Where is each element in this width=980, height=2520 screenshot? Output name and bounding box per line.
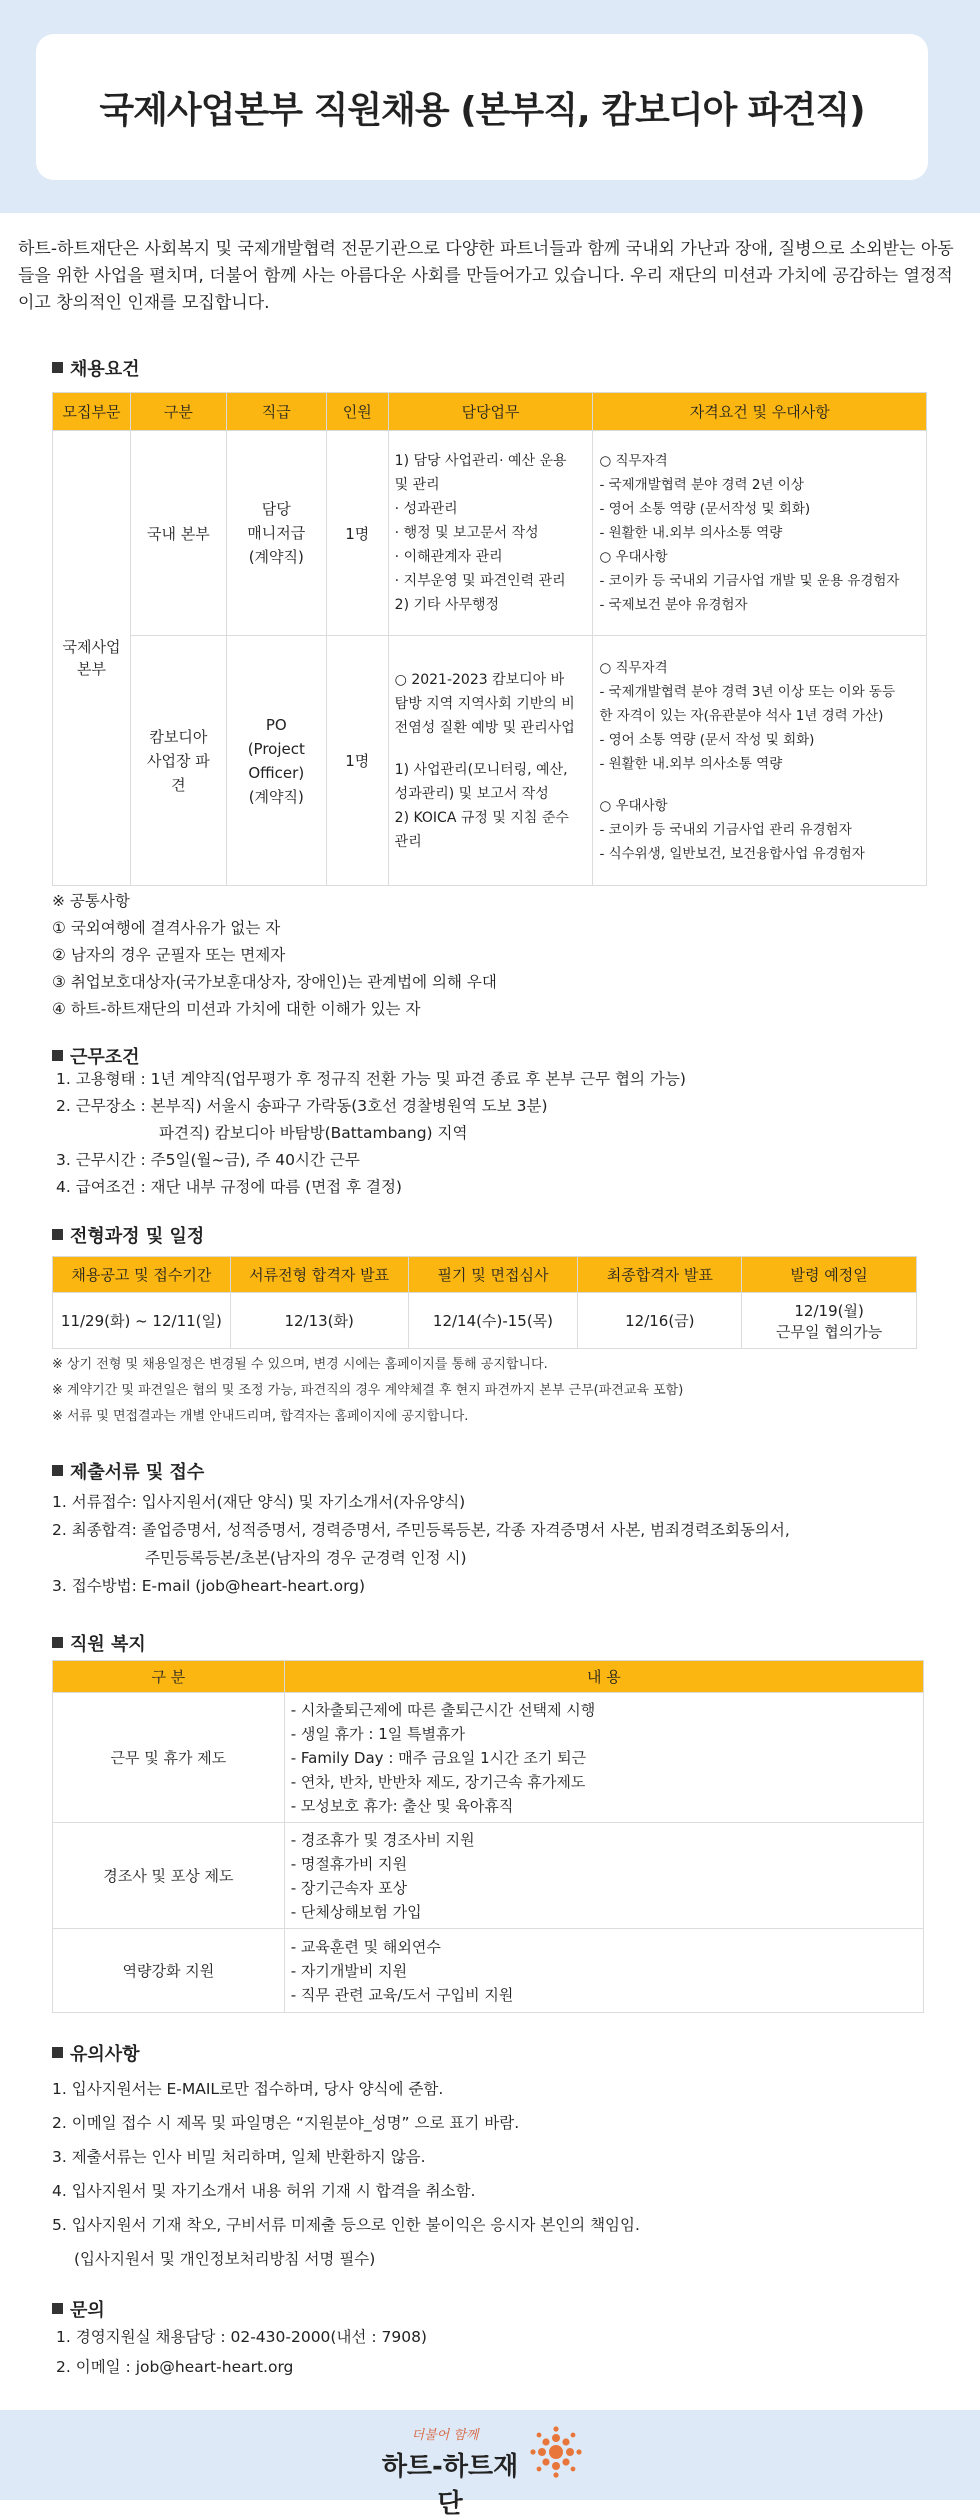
schedule-cell xyxy=(742,1293,917,1349)
spacer xyxy=(599,776,920,794)
type-text: 캄보디아 사업장 파견 xyxy=(147,727,210,794)
col-header: 필기 및 면접심사 xyxy=(408,1257,578,1293)
qual-line: ○ 직무자격 xyxy=(599,659,668,676)
welfare-item: - 단체상해보험 가입 xyxy=(290,1902,422,1921)
contact-line: 2. 이메일 : job@heart-heart.org xyxy=(56,2358,294,2376)
welfare-items xyxy=(284,1823,923,1929)
schedule-date: 12/19(월) xyxy=(794,1301,864,1320)
welfare-item: - 교육훈련 및 해외연수 xyxy=(290,1937,441,1956)
welfare-table xyxy=(52,1660,924,2013)
logo-tagline: 더불어 함께 xyxy=(411,2428,479,2443)
rank-line: (계약직) xyxy=(248,787,304,806)
note-line: 5. 입사지원서 기재 착오, 구비서류 미제출 등으로 인한 불이익은 응시자 본인의 책임임. xyxy=(52,2216,640,2234)
quals-cell xyxy=(593,431,927,636)
welfare-item: - 직무 관련 교육/도서 구입비 지원 xyxy=(290,1985,514,2004)
welfare-item: - 경조휴가 및 경조사비 지원 xyxy=(290,1830,475,1849)
col-header: 발령 예정일 xyxy=(742,1257,917,1293)
division-cell: 국제사업 본부 xyxy=(53,431,131,886)
qual-line: - 코이카 등 국내외 기금사업 관리 유경험자 xyxy=(599,821,852,838)
rank-line: 매니저급 xyxy=(247,524,306,542)
section-title: 전형과정 및 일정 xyxy=(70,1226,205,1247)
docs-line: 1. 서류접수: 입사지원서(재단 양식) 및 자기소개서(자유양식) xyxy=(52,1493,466,1511)
intro-text: 하트-하트재단은 사회복지 및 국제개발협력 전문기관으로 다양한 파트너들과 함께 국내외 가난과 장애, 질병으로 소외받는 아동들을 위한 사업을 펼치며, 더불어 함께 사는 아름다운 사회를 만들어가고 있습니다. 우리 재단의 미션과 가치에 공감하는 열정적이고 창의적인 인재를 모집합니다. xyxy=(18,239,954,313)
welfare-item: - 생일 휴가 : 1일 특별휴가 xyxy=(290,1724,465,1743)
col-header: 구분 xyxy=(130,393,226,431)
col-header: 담당업무 xyxy=(388,393,593,431)
duty-line: 관리 xyxy=(394,833,422,850)
docs-line: 3. 접수방법: E-mail (job@heart-heart.org) xyxy=(52,1577,366,1595)
common-item: ② 남자의 경우 군필자 또는 면제자 xyxy=(52,946,286,964)
qual-line: - 국제개발협력 분야 경력 2년 이상 xyxy=(599,477,804,493)
work-line: 1. 고용형태 : 1년 계약직(업무평가 후 정규직 전환 가능 및 파견 종료 후 본부 근무 협의 가능) xyxy=(56,1070,686,1088)
duty-line: 1) 담당 사업관리· 예산 운용 xyxy=(394,453,567,469)
duty-line: 및 관리 xyxy=(394,477,440,493)
qual-line: - 국제보건 분야 유경험자 xyxy=(599,597,748,613)
section-title: 채용요건 xyxy=(70,359,140,380)
section-title: 문의 xyxy=(70,2300,105,2321)
bullet-square-icon xyxy=(52,2047,63,2058)
bullet-square-icon xyxy=(52,362,63,373)
work-line: 4. 급여조건 : 재단 내부 규정에 따름 (면접 후 결정) xyxy=(56,1178,402,1196)
note-line: 4. 입사지원서 및 자기소개서 내용 허위 기재 시 합격을 취소함. xyxy=(52,2182,476,2200)
duty-line: 2) 기타 사무행정 xyxy=(394,597,500,613)
count-cell: 1명 xyxy=(326,636,388,886)
qual-line: - 원활한 내.외부 의사소통 역량 xyxy=(599,755,783,772)
schedule-cell: 12/13(화) xyxy=(230,1293,408,1349)
section-heading-docs xyxy=(52,1458,204,1484)
duty-line: · 행정 및 보고문서 작성 xyxy=(394,525,539,541)
process-table xyxy=(52,1256,917,1349)
type-cell xyxy=(130,636,226,886)
bullet-square-icon xyxy=(52,2303,63,2314)
bullet-square-icon xyxy=(52,1637,63,1648)
section-heading-notes xyxy=(52,2040,140,2066)
duty-line: · 성과관리 xyxy=(394,501,458,517)
type-cell: 국내 본부 xyxy=(130,431,226,636)
qual-line: - 영어 소통 역량 (문서 작성 및 회화) xyxy=(599,731,815,748)
welfare-item: - 시차출퇴근제에 따른 출퇴근시간 선택제 시행 xyxy=(290,1700,596,1719)
page-title: 국제사업본부 직원채용 (본부직, 캄보디아 파견직) xyxy=(99,89,865,131)
welfare-items xyxy=(284,1693,923,1823)
section-heading-recruit xyxy=(52,355,140,381)
qual-line: - 영어 소통 역량 (문서작성 및 회화) xyxy=(599,501,811,517)
col-header: 인원 xyxy=(326,393,388,431)
col-header: 구 분 xyxy=(53,1661,285,1693)
logo-name: 하트-하트재단 xyxy=(381,2452,519,2519)
qual-line: 한 자격이 있는 자(유관분야 석사 1년 경력 가산) xyxy=(599,707,884,724)
welfare-item: - 명절휴가비 지원 xyxy=(290,1854,408,1873)
bullet-square-icon xyxy=(52,1050,63,1061)
duty-line: 탐방 지역 지역사회 기반의 비 xyxy=(394,695,575,712)
work-line: 3. 근무시간 : 주5일(월~금), 주 40시간 근무 xyxy=(56,1151,360,1169)
recruit-table xyxy=(52,392,927,886)
schedule-cell: 11/29(화) ~ 12/11(일) xyxy=(53,1293,231,1349)
process-note: ※ 서류 및 면접결과는 개별 안내드리며, 합격자는 홈페이지에 공지합니다. xyxy=(52,1409,469,1424)
welfare-item: - 장기근속자 포상 xyxy=(290,1878,408,1897)
duty-line: ○ 2021-2023 캄보디아 바 xyxy=(394,671,565,688)
work-conditions xyxy=(56,1066,686,1201)
col-header: 서류전형 합격자 발표 xyxy=(230,1257,408,1293)
count-cell: 1명 xyxy=(326,431,388,636)
schedule-cell: 12/16(금) xyxy=(578,1293,742,1349)
rank-line: (Project xyxy=(247,739,305,758)
footer-logo xyxy=(370,2418,610,2519)
rank-line: PO xyxy=(265,715,287,734)
section-title: 근무조건 xyxy=(70,1047,140,1068)
col-header: 직급 xyxy=(226,393,326,431)
schedule-note: 근무일 협의가능 xyxy=(776,1322,883,1341)
welfare-category: 역량강화 지원 xyxy=(53,1929,285,2013)
bullet-square-icon xyxy=(52,1465,63,1476)
welfare-item: - Family Day : 매주 금요일 1시간 조기 퇴근 xyxy=(290,1748,587,1767)
duty-line: 1) 사업관리(모니터링, 예산, xyxy=(394,761,568,778)
duty-line: 2) KOICA 규정 및 지침 준수 xyxy=(394,809,569,826)
docs-line: 주민등록등본/초본(남자의 경우 군경력 인정 시) xyxy=(145,1549,467,1567)
spacer xyxy=(395,740,587,758)
rank-line: 담당 xyxy=(261,500,291,518)
contact-line: 1. 경영지원실 채용담당 : 02-430-2000(내선 : 7908) xyxy=(56,2328,427,2346)
process-note: ※ 상기 전형 및 채용일정은 변경될 수 있으며, 변경 시에는 홈페이지를 통해 공지합니다. xyxy=(52,1357,548,1372)
qual-line: - 코이카 등 국내외 기금사업 개발 및 운용 유경험자 xyxy=(599,573,900,589)
welfare-category: 경조사 및 포상 제도 xyxy=(53,1823,285,1929)
qual-line: ○ 우대사항 xyxy=(599,797,668,814)
section-heading-process xyxy=(52,1222,204,1248)
common-item: ③ 취업보호대상자(국가보훈대상자, 장애인)는 관계법에 의해 우대 xyxy=(52,973,497,991)
rank-line: Officer) xyxy=(248,763,305,782)
docs-list xyxy=(52,1488,790,1600)
welfare-items xyxy=(284,1929,923,2013)
note-line: 1. 입사지원서는 E-MAIL로만 접수하며, 당사 양식에 준함. xyxy=(52,2080,444,2098)
process-note: ※ 계약기간 및 파견일은 협의 및 조정 가능, 파견직의 경우 계약체결 후 현지 파견까지 본부 근무(파견교육 포함) xyxy=(52,1383,684,1398)
qual-line: - 국제개발협력 분야 경력 3년 이상 또는 이와 동등 xyxy=(599,683,896,700)
bullet-square-icon xyxy=(52,1229,63,1240)
note-line: 3. 제출서류는 인사 비밀 처리하며, 일체 반환하지 않음. xyxy=(52,2148,426,2166)
section-title: 제출서류 및 접수 xyxy=(70,1462,205,1483)
duty-line: 전염성 질환 예방 및 관리사업 xyxy=(394,719,575,736)
note-line: (입사지원서 및 개인정보처리방침 서명 필수) xyxy=(74,2250,376,2268)
duty-line: · 지부운영 및 파견인력 관리 xyxy=(394,573,566,589)
section-title: 유의사항 xyxy=(70,2044,140,2065)
col-header: 내 용 xyxy=(284,1661,923,1693)
qual-line: - 원활한 내.외부 의사소통 역량 xyxy=(599,525,783,541)
rank-cell xyxy=(226,636,326,886)
duty-line: · 이해관계자 관리 xyxy=(394,549,503,565)
notes-list xyxy=(52,2072,640,2276)
docs-line: 2. 최종합격: 졸업증명서, 성적증명서, 경력증명서, 주민등록등본, 각종 자격증명서 사본, 범죄경력조회동의서, xyxy=(52,1521,790,1539)
process-notes xyxy=(52,1352,683,1430)
contact-list xyxy=(56,2322,427,2382)
section-heading-contact xyxy=(52,2296,105,2322)
col-header: 자격요건 및 우대사항 xyxy=(593,393,927,431)
common-item: ① 국외여행에 결격사유가 없는 자 xyxy=(52,919,281,937)
rank-cell xyxy=(226,431,326,636)
welfare-category: 근무 및 휴가 제도 xyxy=(53,1693,285,1823)
col-header: 채용공고 및 접수기간 xyxy=(53,1257,231,1293)
welfare-item: - 모성보호 휴가: 출산 및 육아휴직 xyxy=(290,1796,514,1815)
sun-logo-icon xyxy=(530,2426,582,2478)
section-title: 직원 복지 xyxy=(70,1634,146,1655)
work-line: 2. 근무장소 : 본부직) 서울시 송파구 가락동(3호선 경찰병원역 도보 3분) xyxy=(56,1097,548,1115)
duties-cell xyxy=(388,636,593,886)
duties-cell xyxy=(388,431,593,636)
welfare-item: - 연차, 반차, 반반차 제도, 장기근속 휴가제도 xyxy=(290,1772,586,1791)
work-line: 파견직) 캄보디아 바탐방(Battambang) 지역 xyxy=(159,1124,468,1142)
rank-line: (계약직) xyxy=(248,548,304,566)
common-requirements xyxy=(52,888,497,1023)
col-header: 최종합격자 발표 xyxy=(578,1257,742,1293)
qual-line: - 식수위생, 일반보건, 보건융합사업 유경험자 xyxy=(599,845,865,862)
note-line: 2. 이메일 접수 시 제목 및 파일명은 “지원분야_성명” 으로 표기 바람. xyxy=(52,2114,520,2132)
col-header: 모집부문 xyxy=(53,393,131,431)
common-title: ※ 공통사항 xyxy=(52,892,130,910)
qual-line: ○ 우대사항 xyxy=(599,549,668,565)
section-heading-welfare xyxy=(52,1630,146,1656)
welfare-item: - 자기개발비 지원 xyxy=(290,1961,408,1980)
qual-line: ○ 직무자격 xyxy=(599,453,668,469)
duty-line: 성과관리) 및 보고서 작성 xyxy=(394,785,549,802)
common-item: ④ 하트-하트재단의 미션과 가치에 대한 이해가 있는 자 xyxy=(52,1000,421,1018)
quals-cell xyxy=(593,636,927,886)
title-card xyxy=(36,34,928,180)
schedule-cell: 12/14(수)-15(목) xyxy=(408,1293,578,1349)
